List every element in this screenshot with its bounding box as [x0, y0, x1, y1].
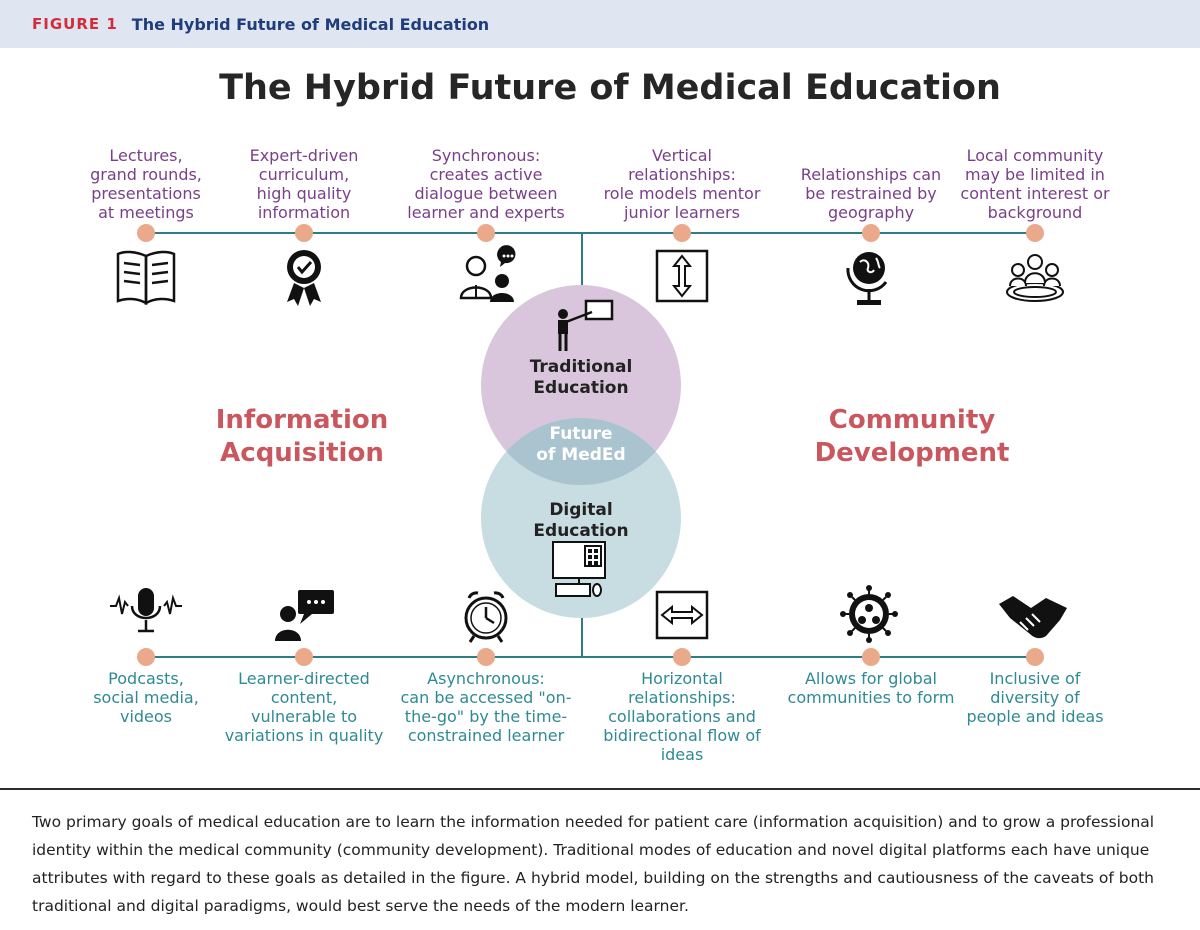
bottom-label-diversity: Inclusive of diversity of people and ideas — [966, 669, 1104, 726]
top-label-local-community: Local community may be limited in content interest or background — [960, 146, 1110, 222]
figure-caption: Two primary goals of medical education are to learn the information needed for patient care (information acquisition) and to grow a professional identity within the medical community (community development). Traditional modes of education and novel digital platforms each have unique attributes with regard to these goals as detailed in the figure. A hybrid model, building on the strengths and cautiousness of the caveats of both traditional and digital paradigms, would best serve the needs of the modern learner. — [32, 813, 1155, 915]
horizontal-arrow-icon — [657, 592, 707, 638]
chat-user-icon — [275, 590, 334, 641]
learner-expert-dialogue-icon — [461, 245, 515, 302]
timeline-dot — [137, 648, 155, 666]
global-network-icon — [840, 585, 898, 643]
local-group-icon — [1007, 255, 1063, 301]
award-badge-icon — [287, 250, 321, 306]
top-label-expert-curriculum: Expert-driven curriculum, high quality information — [249, 146, 359, 222]
alarm-clock-icon — [466, 593, 506, 642]
timeline-dot — [1026, 224, 1044, 242]
book-icon — [118, 252, 174, 303]
timeline-dot — [673, 648, 691, 666]
microphone-icon — [110, 588, 182, 631]
timeline-dot — [477, 224, 495, 242]
computer-icon — [553, 542, 605, 596]
top-label-geography: Relationships can be restrained by geography — [800, 165, 942, 222]
future-meded-label: Future of MedEd — [536, 424, 626, 465]
globe-icon — [848, 252, 886, 305]
timeline-dot — [673, 224, 691, 242]
timeline-dot — [1026, 648, 1044, 666]
vertical-arrow-icon — [657, 251, 707, 301]
goal-community-development: Community Development — [814, 405, 1010, 468]
top-timeline — [146, 233, 1035, 285]
diagram-title: The Hybrid Future of Medical Education — [219, 68, 1001, 108]
top-label-vertical-relationships: Vertical relationships: role models mentor junior learners — [603, 146, 761, 222]
handshake-icon — [999, 596, 1067, 638]
digital-education-label: Digital Education — [533, 500, 629, 541]
timeline-dot — [295, 224, 313, 242]
goal-information-acquisition: Information Acquisition — [215, 405, 389, 468]
timeline-dot — [295, 648, 313, 666]
bottom-label-podcasts: Podcasts, social media, videos — [93, 669, 199, 726]
timeline-dot — [137, 224, 155, 242]
top-label-lectures: Lectures, grand rounds, presentations at meetings — [90, 146, 202, 222]
timeline-dot — [477, 648, 495, 666]
figure-header-title: The Hybrid Future of Medical Education — [131, 14, 490, 34]
bottom-label-global-communities: Allows for global communities to form — [787, 669, 955, 707]
traditional-education-label: Traditional Education — [529, 357, 633, 398]
timeline-dot — [862, 224, 880, 242]
bottom-label-asynchronous: Asynchronous: can be accessed "on- the-go" by the time- constrained learner — [400, 669, 572, 745]
bottom-label-horizontal-relationships: Horizontal relationships: collaborations and bidirectional flow of ideas — [603, 669, 761, 764]
caption-divider — [0, 788, 1200, 790]
timeline-dot — [862, 648, 880, 666]
figure-label: FIGURE 1 — [32, 15, 118, 33]
top-label-synchronous: Synchronous: creates active dialogue between learner and experts — [407, 146, 565, 222]
bottom-label-learner-directed: Learner-directed content, vulnerable to variations in quality — [224, 669, 384, 745]
